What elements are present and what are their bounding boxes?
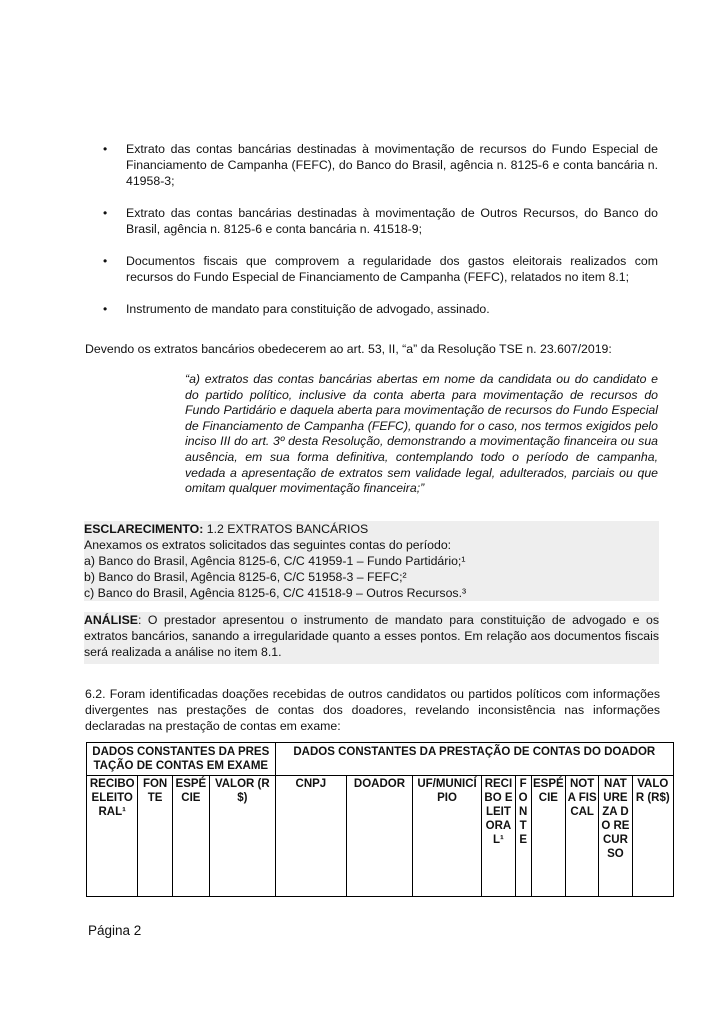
esclarecimento-title: 1.2 EXTRATOS BANCÁRIOS (203, 522, 369, 536)
column-header: VALOR (R$) (632, 776, 673, 897)
esclarecimento-label: ESCLARECIMENTO: (84, 522, 204, 536)
intro-paragraph: Devendo os extratos bancários obedecerem ao art. 53, II, “a” da Resolução TSE n. 23.607/2019: (85, 342, 612, 356)
column-header: FONTE (515, 776, 531, 897)
list-item: • Documentos fiscais que comprovem a regularidade dos gastos eleitorais realizados com recursos do Fundo Especial de Financiamento de Campanha (FEFC), relatados no item 8.1; (103, 254, 658, 284)
legal-quote: “a) extratos das contas bancárias abertas em nome da candidata ou do candidato e do partido político, inclusive da conta aberta para movimentação de recursos do Fundo Partidário e daquela aberta para movimentação de recursos do Fundo Especial de Financiamento de Campanha (FEFC), quando for o caso, nos termos exigidos pelo inciso III do art. 3º desta Resolução, demonstrando a movimentação financeira ou sua ausência, em sua forma definitiva, contemplando todo o período de campanha, vedada a apresentação de extratos sem validade legal, adulterados, parciais ou que omitam qualquer movimentação financeira;” (185, 372, 658, 496)
column-header: ESPÉCIE (172, 776, 209, 897)
group-header-exam: DADOS CONSTANTES DA PRESTAÇÃO DE CONTAS EM EXAME (87, 743, 276, 776)
bullet-icon: • (103, 206, 108, 220)
esclarecimento-line: Anexamos os extratos solicitados das seguintes contas do período: (84, 538, 452, 552)
analise-text: : O prestador apresentou o instrumento de mandato para constituição de advogado e os extratos bancários, sanando a irregularidade quanto a esses pontos. Em relação aos documentos fiscais será realizada a análise no item 8.1. (84, 613, 659, 659)
list-item: • Extrato das contas bancárias destinadas à movimentação de recursos do Fundo Especial de Financiamento de Campanha (FEFC), do Banco do Brasil, agência n. 8125-6 e conta bancária n. 41958-3; (103, 142, 658, 188)
column-header: RECIBO ELEITORAL¹ (482, 776, 515, 897)
donations-table (86, 742, 674, 897)
table-column-header-row (87, 776, 674, 897)
table-group-header-row (87, 743, 674, 776)
group-header-donor: DADOS CONSTANTES DA PRESTAÇÃO DE CONTAS DO DOADOR (275, 743, 673, 776)
column-header: ESPÉCIE (531, 776, 565, 897)
bullet-icon: • (103, 254, 108, 268)
column-header: VALOR (R$) (210, 776, 276, 897)
bullet-icon: • (103, 302, 108, 316)
esclarecimento-line: b) Banco do Brasil, Agência 8125-6, C/C 51958-3 – FEFC;² (84, 570, 407, 584)
item-6-2-paragraph: 6.2. Foram identificadas doações recebidas de outros candidatos ou partidos políticos com informações divergentes nas prestações de contas dos doadores, revelando inconsistência nas informações declaradas na prestação de contas em exame: (85, 687, 660, 733)
list-item: • Instrumento de mandato para constituição de advogado, assinado. (103, 302, 490, 316)
column-header: NATUREZA DO RECURSO (599, 776, 632, 897)
analise-label: ANÁLISE (84, 613, 138, 627)
esclarecimento-line: a) Banco do Brasil, Agência 8125-6, C/C 41959-1 – Fundo Partidário;¹ (84, 554, 466, 568)
column-header: CNPJ (275, 776, 347, 897)
esclarecimento-line: c) Banco do Brasil, Agência 8125-6, C/C 41518-9 – Outros Recursos.³ (84, 586, 467, 600)
column-header: FONTE (138, 776, 172, 897)
column-header: DOADOR (347, 776, 413, 897)
column-header: UF/MUNICÍPIO (412, 776, 482, 897)
required-documents-list (103, 141, 658, 333)
list-item: • Extrato das contas bancárias destinadas à movimentação de Outros Recursos, do Banco do Brasil, agência n. 8125-6 e conta bancária n. 41518-9; (103, 206, 658, 236)
bullet-icon: • (103, 142, 108, 156)
analise-block (84, 612, 659, 664)
page-number: Página 2 (88, 923, 142, 938)
esclarecimento-block (84, 521, 659, 601)
column-header: RECIBO ELEITORAL¹ (87, 776, 138, 897)
column-header: NOTA FISCAL (566, 776, 599, 897)
